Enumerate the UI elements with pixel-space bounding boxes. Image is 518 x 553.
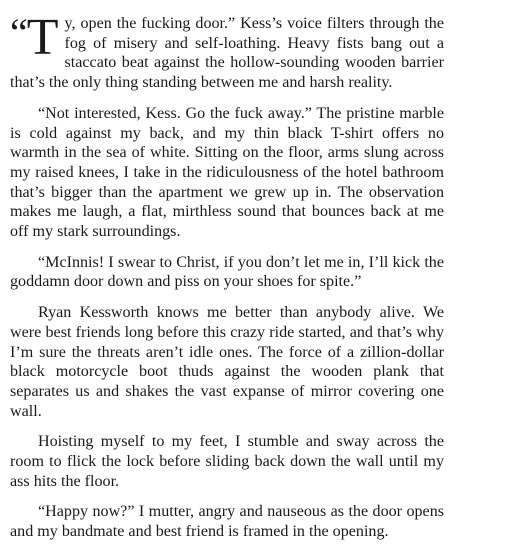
drop-cap-quote: “: [10, 10, 26, 55]
paragraph-4: Ryan Kessworth knows me better than anybody alive. We were best friends long before this crazy ride started, and that’s why I’m sure the threats aren’t idle ones. The force of a zillion-dollar black motorcycle boot thuds against the wooden plank that separates us and shakes the vast expanse of mirror covering one wall.: [10, 304, 444, 420]
drop-cap: [10, 9, 59, 66]
drop-cap-letter: T: [26, 9, 59, 66]
paragraph-5: Hoisting myself to my feet, I stumble and sway across the room to flick the lock before sliding back down the wall until my ass hits the floor.: [10, 433, 444, 490]
paragraph-1-text: y, open the fucking door.” Kess’s voice filters through the fog of misery and self-loathing. Heavy fists bang out a staccato beat against the hollow-sounding wooden barrier that’s the only thing standing between me and harsh reality.: [10, 15, 444, 92]
paragraph-3: “McInnis! I swear to Christ, if you don’t let me in, I’ll kick the goddamn door down and piss on your shoes for spite.”: [10, 253, 444, 291]
paragraph-2: “Not interested, Kess. Go the fuck away.” The pristine marble is cold against my back, and my thin black T-shirt offers no warmth in the sea of white. Sitting on the floor, arms slung across my raised knees, I take in the ridiculousness of the hotel bathroom that’s bigger than the apartment we grew up in. The observation makes me laugh, a flat, mirthless sound that bounces back at me off my stark surroundings.: [10, 104, 444, 241]
paragraph-6: “Happy now?” I mutter, angry and nauseous as the door opens and my bandmate and best friend is framed in the opening.: [10, 503, 444, 541]
paragraph-1: [10, 9, 444, 93]
document-page: [10, 9, 444, 553]
